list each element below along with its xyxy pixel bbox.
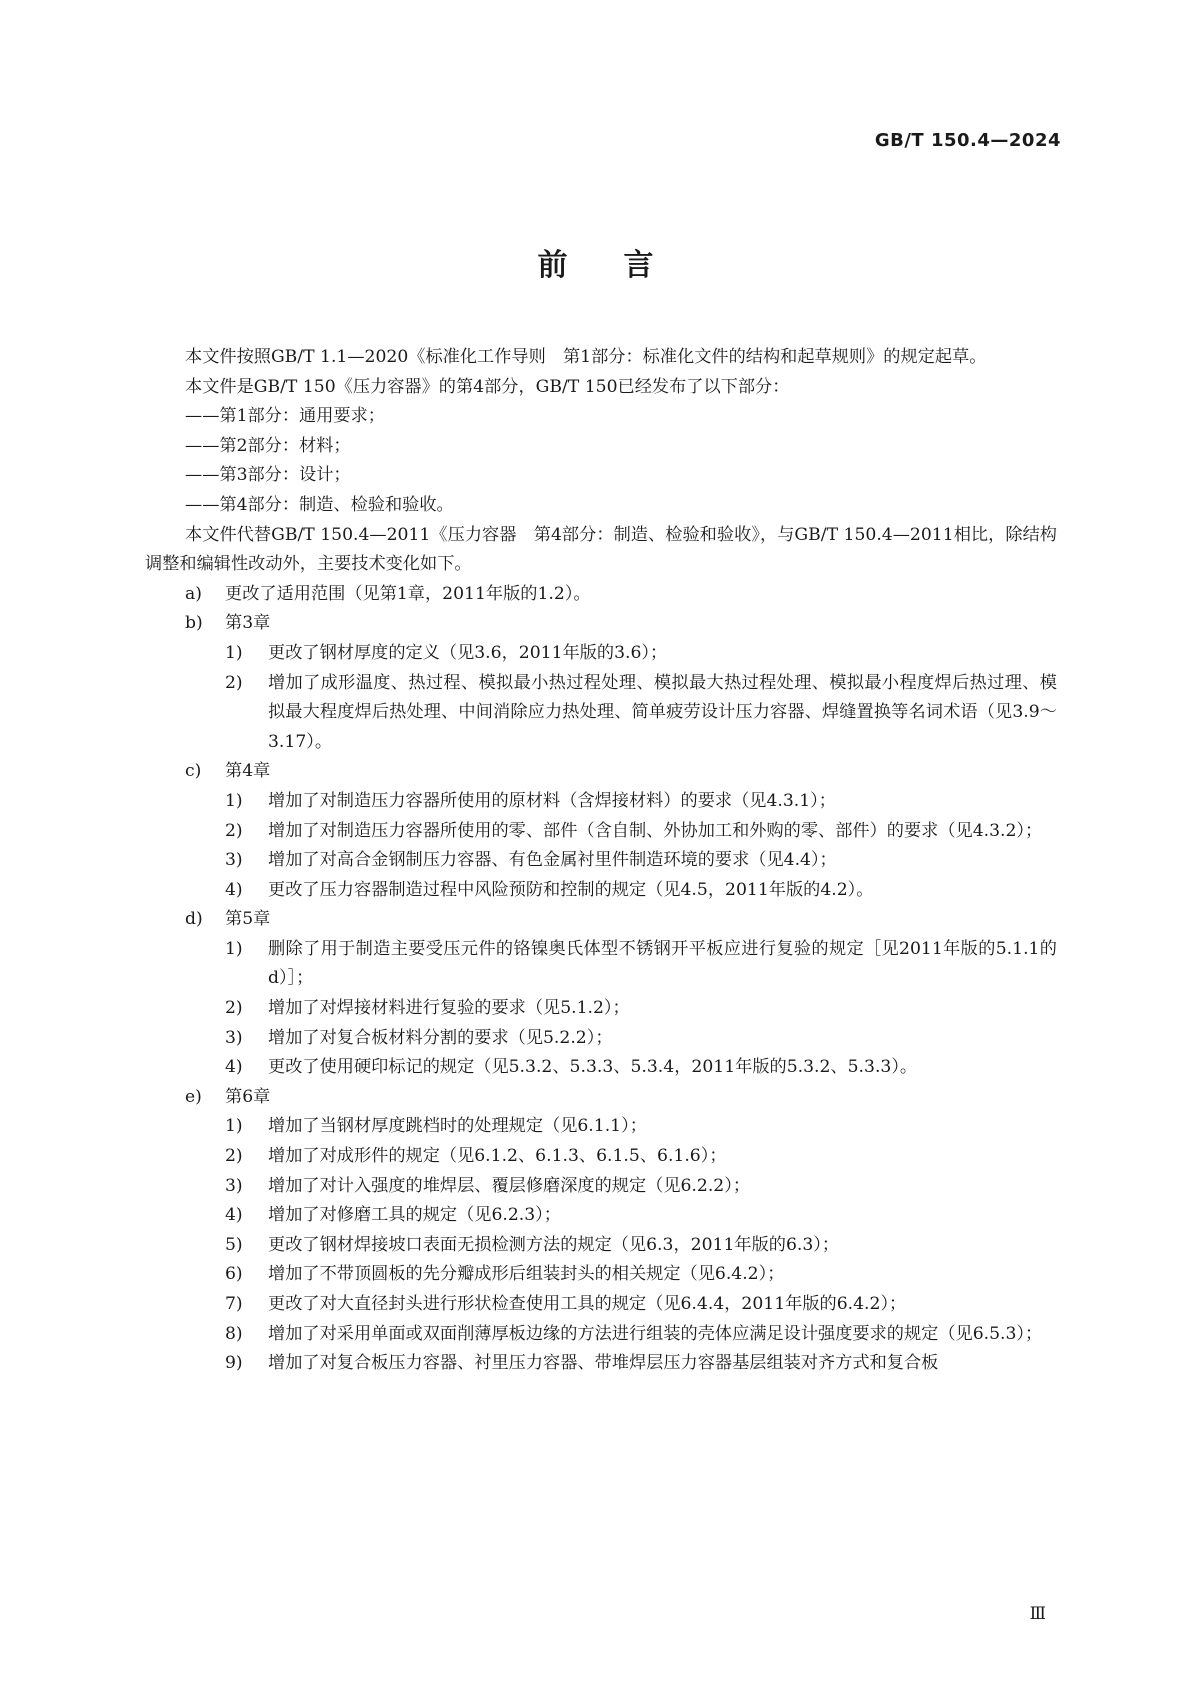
sub-list-text: 增加了对成形件的规定（见6.1.2、6.1.3、6.1.5、6.1.6）； <box>268 1146 727 1167</box>
sub-list-text: 增加了成形温度、热过程、模拟最小热过程处理、模拟最大热过程处理、模拟最小程度焊后热过理、模拟最大程度焊后热处理、中间消除应力热处理、简单疲劳设计压力容器、焊缝置换等名词术语（见3.9～3.17）。 <box>268 672 1057 752</box>
part-list-item: ——第2部分：材料； <box>185 435 351 456</box>
sub-list-item <box>145 1142 1057 1172</box>
sub-list-item <box>145 669 1057 758</box>
sub-list-text: 增加了对制造压力容器所使用的原材料（含焊接材料）的要求（见4.3.1）； <box>268 790 836 811</box>
sub-list-label: 3) <box>225 1175 243 1196</box>
list-text: 更改了适用范围（见第1章，2011年版的1.2）。 <box>225 583 591 604</box>
standard-number: GB/T 150.4—2024 <box>874 130 1061 151</box>
sub-list-text: 增加了对修磨工具的规定（见6.2.3）； <box>268 1205 561 1226</box>
list-label: c) <box>185 761 202 782</box>
list-label: a) <box>185 583 202 604</box>
sub-list-label: 9) <box>225 1353 243 1374</box>
sub-list-item <box>145 1201 1057 1231</box>
list-label: e) <box>185 1086 202 1107</box>
part-list-item: ——第1部分：通用要求； <box>185 406 385 427</box>
sub-list-text: 增加了对复合板压力容器、衬里压力容器、带堆焊层压力容器基层组装对齐方式和复合板 <box>268 1353 939 1374</box>
sub-list-label: 1) <box>225 790 243 811</box>
list-label: b) <box>185 613 203 634</box>
sub-list-label: 1) <box>225 1116 243 1137</box>
sub-list-item <box>145 1053 1057 1083</box>
sub-list-item <box>145 935 1057 994</box>
sub-list-label: 4) <box>225 879 243 900</box>
sub-list-item <box>145 1172 1057 1202</box>
list-text: 第6章 <box>225 1086 271 1107</box>
sub-list-label: 4) <box>225 1057 243 1078</box>
sub-list-text: 更改了钢材厚度的定义（见3.6，2011年版的3.6）； <box>268 642 668 663</box>
sub-list-text: 增加了不带顶圆板的先分瓣成形后组装封头的相关规定（见6.4.2）； <box>268 1264 785 1285</box>
intro-paragraph-2: 本文件是GB/T 150《压力容器》的第4部分，GB/T 150已经发布了以下部分： <box>185 376 790 397</box>
sub-list-text: 更改了对大直径封头进行形状检查使用工具的规定（见6.4.4，2011年版的6.4.2）； <box>268 1294 907 1314</box>
sub-list-text: 增加了对制造压力容器所使用的零、部件（含自制、外协加工和外购的零、部件）的要求（见4.3.2）； <box>268 820 1043 841</box>
sub-list-label: 2) <box>225 998 243 1019</box>
page-title: 前言 <box>537 248 710 283</box>
list-text: 第5章 <box>225 909 271 930</box>
sub-list-label: 2) <box>225 1146 243 1167</box>
sub-list-label: 8) <box>225 1323 243 1344</box>
change-item-e <box>145 1083 1057 1113</box>
list-text: 第4章 <box>225 761 271 782</box>
sub-list-label: 2) <box>225 820 243 841</box>
sub-list-label: 1) <box>225 938 243 959</box>
list-text: 第3章 <box>225 613 271 634</box>
sub-list-item <box>145 639 1057 669</box>
intro-paragraph-1: 本文件按照GB/T 1.1—2020《标准化工作导则 第1部分：标准化文件的结构和起草规则》的规定起草。 <box>185 347 987 367</box>
sub-list-item <box>145 876 1057 906</box>
sub-list-item <box>145 787 1057 817</box>
sub-list-label: 2) <box>225 672 243 693</box>
sub-list-item <box>145 1320 1057 1350</box>
sub-list-item <box>145 1349 1057 1379</box>
sub-list-text: 增加了对复合板材料分割的要求（见5.2.2）； <box>268 1027 613 1048</box>
change-item-b <box>145 609 1057 639</box>
sub-list-label: 3) <box>225 850 243 871</box>
page-number: Ⅲ <box>1029 1604 1046 1624</box>
change-item-a <box>145 580 1057 610</box>
sub-list-label: 3) <box>225 1027 243 1048</box>
sub-list-text: 增加了当钢材厚度跳档时的处理规定（见6.1.1）； <box>268 1116 647 1137</box>
sub-list-label: 6) <box>225 1264 243 1285</box>
sub-list-text: 更改了使用硬印标记的规定（见5.3.2、5.3.3、5.3.4，2011年版的5.3.2、5.3.3）。 <box>268 1057 918 1078</box>
sub-list-text: 增加了对采用单面或双面削薄厚板边缘的方法进行组装的壳体应满足设计强度要求的规定（见6.5.3）； <box>268 1323 1043 1344</box>
sub-list-text: 增加了对焊接材料进行复验的要求（见5.1.2）； <box>268 998 630 1019</box>
part-list-item: ——第3部分：设计； <box>185 465 351 486</box>
list-label: d) <box>185 909 203 930</box>
sub-list-label: 4) <box>225 1205 243 1226</box>
sub-list-item <box>145 846 1057 876</box>
sub-list-item <box>145 1112 1057 1142</box>
sub-list-text: 增加了对计入强度的堆焊层、覆层修磨深度的规定（见6.2.2）； <box>268 1175 751 1196</box>
sub-list-item <box>145 1290 1057 1320</box>
intro-paragraph-3: 本文件代替GB/T 150.4—2011《压力容器 第4部分：制造、检验和验收》，与GB/T 150.4—2011相比，除结构调整和编辑性改动外，主要技术变化如下。 <box>145 524 1057 575</box>
sub-list-label: 7) <box>225 1294 243 1314</box>
sub-list-text: 删除了用于制造主要受压元件的铬镍奥氏体型不锈钢开平板应进行复验的规定［见2011年版的5.1.1的d）］； <box>268 938 1057 989</box>
part-list-item: ——第4部分：制造、检验和验收。 <box>185 494 454 515</box>
change-item-c <box>145 757 1057 787</box>
sub-list-item <box>145 1260 1057 1290</box>
sub-list-item <box>145 817 1057 847</box>
sub-list-text: 更改了压力容器制造过程中风险预防和控制的规定（见4.5，2011年版的4.2）。 <box>268 879 874 900</box>
sub-list-text: 更改了钢材焊接坡口表面无损检测方法的规定（见6.3，2011年版的6.3）； <box>268 1234 840 1255</box>
sub-list-item <box>145 1231 1057 1261</box>
sub-list-text: 增加了对高合金钢制压力容器、有色金属衬里件制造环境的要求（见4.4）； <box>268 850 837 871</box>
sub-list-item <box>145 994 1057 1024</box>
document-body <box>145 343 1057 1379</box>
sub-list-label: 1) <box>225 642 243 663</box>
sub-list-label: 5) <box>225 1234 243 1255</box>
sub-list-item <box>145 1024 1057 1054</box>
change-item-d <box>145 905 1057 935</box>
